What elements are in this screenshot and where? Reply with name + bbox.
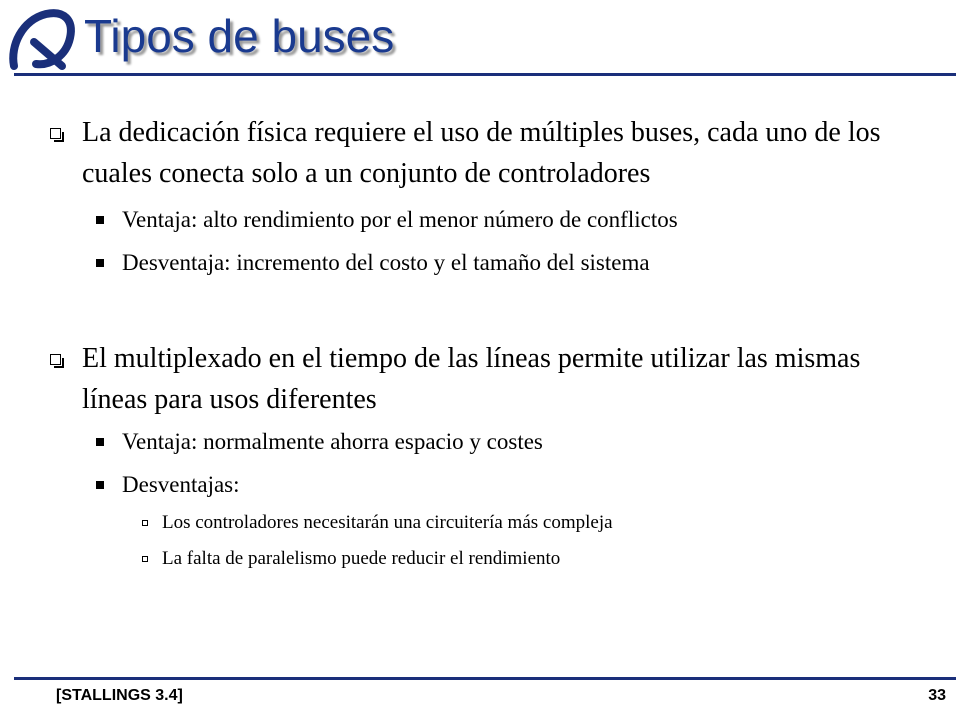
sub-sub-bullet-item [44, 510, 924, 536]
sub-sub-bullet-text: Los controladores necesitarán una circuitería más compleja [162, 512, 613, 533]
footer-divider [14, 677, 956, 680]
sub-bullet-text: Desventaja: incremento del costo y el tamaño del sistema [122, 250, 650, 275]
bullet-item [44, 338, 924, 420]
sub-sub-bullet-text: La falta de paralelismo puede reducir el rendimiento [162, 548, 561, 569]
slide-body [44, 112, 924, 572]
bullet-text: El multiplexado en el tiempo de las líneas permite utilizar las mismas líneas para usos diferentes [82, 343, 861, 415]
slide-title: Tipos de buses [84, 10, 395, 62]
bullet-item [44, 112, 924, 194]
square-bullet-icon [96, 481, 104, 489]
sub-bullet-item [44, 204, 924, 235]
reference-citation: [STALLINGS 3.4] [56, 687, 183, 704]
sub-sub-bullet-item [44, 546, 924, 572]
small-square-bullet-icon [142, 556, 148, 562]
title-divider [14, 73, 956, 76]
sub-bullet-text: Ventaja: alto rendimiento por el menor número de conflictos [122, 207, 678, 232]
bullet-text: La dedicación física requiere el uso de múltiples buses, cada uno de los cuales conecta solo a un conjunto de controladores [82, 117, 881, 189]
small-square-bullet-icon [142, 520, 148, 526]
checkbox-bullet-icon [50, 128, 61, 139]
page-number: 33 [928, 687, 946, 704]
sub-bullet-item [44, 247, 924, 278]
square-bullet-icon [96, 259, 104, 267]
checkbox-bullet-icon [50, 354, 61, 365]
sub-bullet-text: Ventaja: normalmente ahorra espacio y costes [122, 429, 543, 454]
sub-bullet-item [44, 426, 924, 457]
sub-bullet-item [44, 469, 924, 500]
square-bullet-icon [96, 438, 104, 446]
logo-icon [6, 6, 78, 72]
square-bullet-icon [96, 216, 104, 224]
sub-bullet-text: Desventajas: [122, 472, 240, 497]
